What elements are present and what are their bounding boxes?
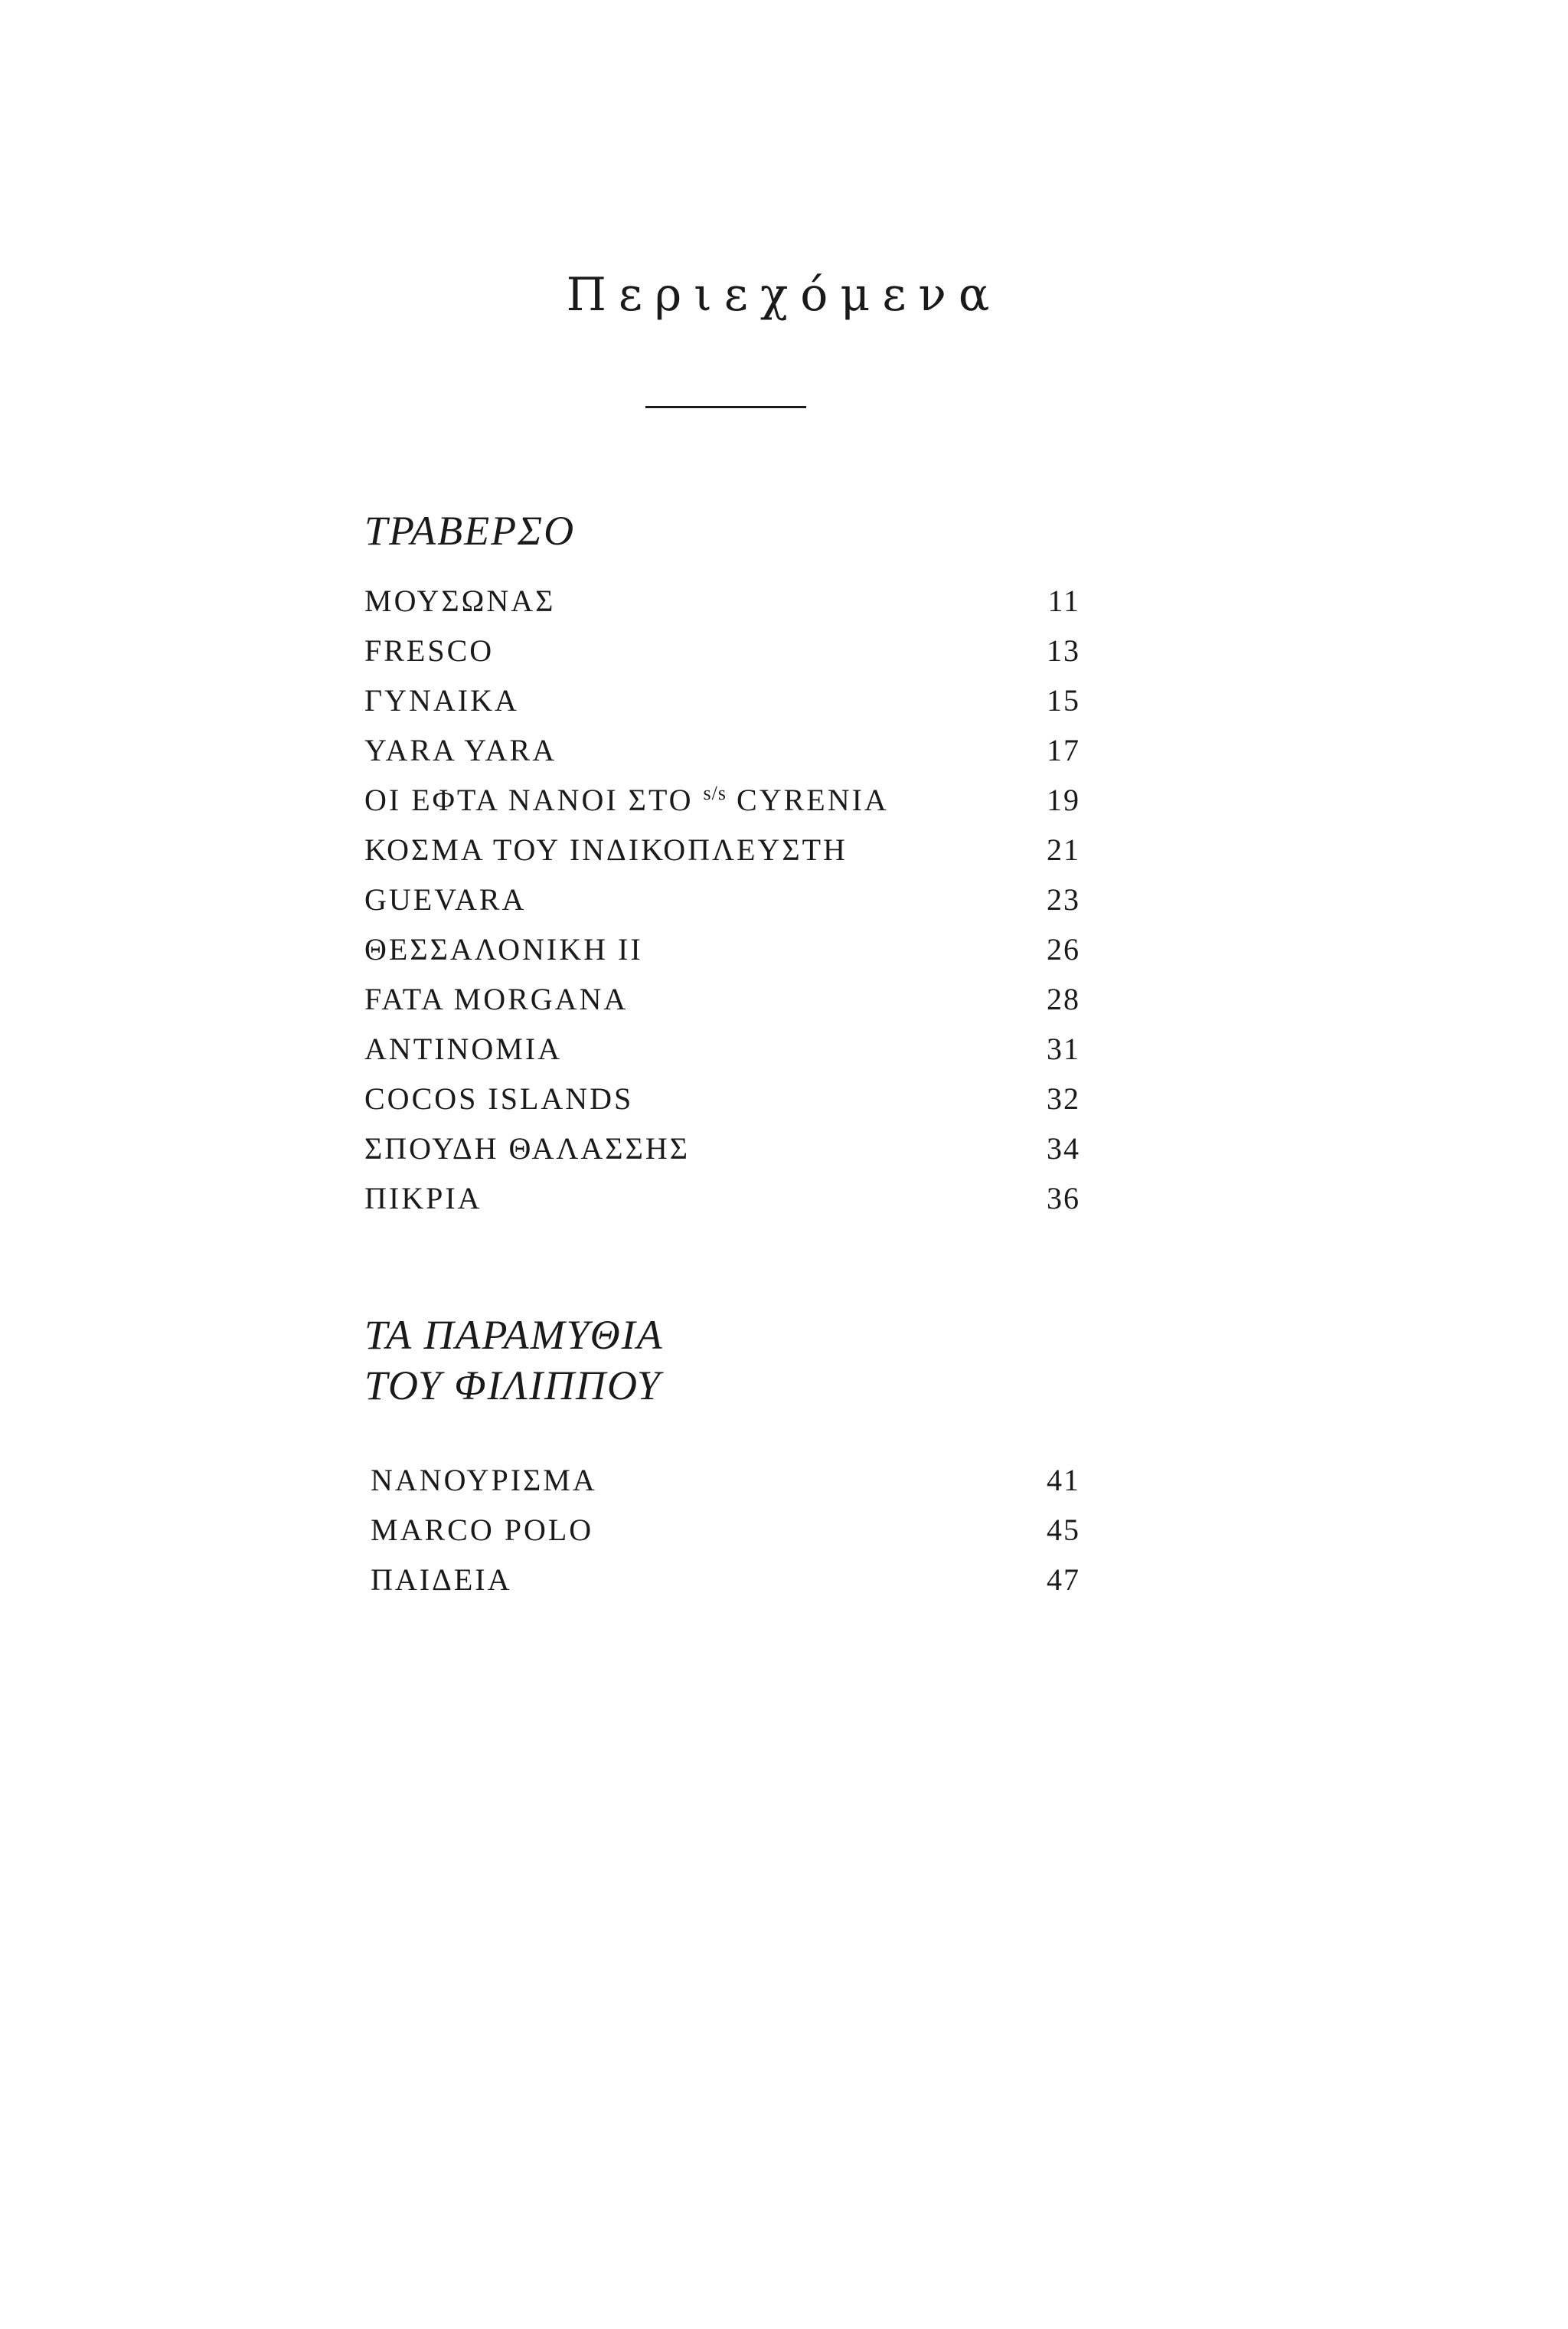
- toc-entry-page: 47: [1047, 1562, 1080, 1597]
- toc-entry-title: ΑΝΤΙΝΟΜΙΑ: [364, 1032, 563, 1066]
- toc-entry-fata-morgana[interactable]: [364, 974, 1080, 1024]
- toc-list-traverso: [364, 576, 1080, 1223]
- title-divider: [645, 406, 806, 408]
- toc-entry-title: ΠΑΙΔΕΙΑ: [371, 1562, 512, 1597]
- toc-entry-yara-yara[interactable]: [364, 725, 1080, 775]
- toc-entry-title: ΘΕΣΣΑΛΟΝΙΚΗ ΙΙ: [364, 932, 643, 967]
- toc-entry-page: 36: [1047, 1181, 1080, 1215]
- toc-entry-title: ΝΑΝΟΥΡΙΣΜΑ: [371, 1463, 597, 1497]
- toc-entry-gynaika[interactable]: [364, 675, 1080, 725]
- toc-entry-title: ΚΟΣΜΑ ΤΟΥ ΙΝΔΙΚΟΠΛΕΥΣΤΗ: [364, 832, 848, 867]
- ship-prefix-superscript: s/s: [703, 782, 727, 804]
- toc-entry-page: 41: [1047, 1463, 1080, 1497]
- toc-entry-page: 34: [1047, 1131, 1080, 1166]
- toc-entry-title: GUEVARA: [364, 882, 527, 917]
- toc-entry-page: 17: [1047, 733, 1080, 767]
- toc-entry-marco-polo[interactable]: [371, 1505, 1080, 1555]
- toc-entry-efta-nanoi[interactable]: [364, 775, 1080, 825]
- page-title: Περιεχόμενα: [566, 268, 1002, 322]
- toc-entry-page: 45: [1047, 1513, 1080, 1547]
- section-heading-line: ΤΑ ΠΑΡΑΜΥΘΙΑ: [364, 1312, 664, 1358]
- toc-entry-title-part: CYRENIA: [727, 783, 889, 817]
- toc-entry-page: 28: [1047, 982, 1080, 1016]
- toc-entry-title: ΠΙΚΡΙΑ: [364, 1181, 482, 1215]
- toc-entry-antinomia[interactable]: [364, 1024, 1080, 1074]
- toc-entry-cocos-islands[interactable]: [364, 1074, 1080, 1124]
- section-heading-line: ΤΟΥ ΦΙΛΙΠΠΟΥ: [364, 1362, 662, 1408]
- toc-entry-kosma[interactable]: [364, 825, 1080, 875]
- toc-entry-page: 11: [1047, 584, 1080, 618]
- toc-entry-title: FRESCO: [364, 633, 495, 668]
- toc-entry-spoudi-thalassis[interactable]: [364, 1124, 1080, 1173]
- toc-entry-title: COCOS ISLANDS: [364, 1081, 634, 1116]
- toc-entry-title: MARCO POLO: [371, 1513, 594, 1547]
- toc-entry-nanourisma[interactable]: [371, 1455, 1080, 1505]
- toc-entry-page: 32: [1047, 1081, 1080, 1116]
- toc-entry-page: 31: [1047, 1032, 1080, 1066]
- toc-entry-fresco[interactable]: [364, 626, 1080, 675]
- toc-entry-page: 26: [1047, 932, 1080, 967]
- toc-entry-title: FATA MORGANA: [364, 982, 629, 1016]
- toc-entry-page: 23: [1047, 882, 1080, 917]
- toc-entry-title-part: ΟΙ ΕΦΤΑ ΝΑΝΟΙ ΣΤΟ: [364, 783, 704, 817]
- toc-entry-page: 19: [1047, 783, 1080, 817]
- toc-entry-title: ΣΠΟΥΔΗ ΘΑΛΑΣΣΗΣ: [364, 1131, 691, 1166]
- section-heading-line: ΤΡΑΒΕΡΣΟ: [364, 508, 576, 554]
- toc-entry-mousonas[interactable]: [364, 576, 1080, 626]
- toc-entry-page: 21: [1047, 832, 1080, 867]
- toc-list-paramythia: [371, 1455, 1080, 1604]
- toc-entry-paideia[interactable]: [371, 1555, 1080, 1604]
- toc-entry-thessaloniki[interactable]: [364, 924, 1080, 974]
- toc-entry-title: ΓΥΝΑΙΚΑ: [364, 683, 519, 718]
- toc-entry-title: ΜΟΥΣΩΝΑΣ: [364, 584, 556, 618]
- toc-entry-title: [364, 775, 889, 829]
- toc-entry-guevara[interactable]: [364, 875, 1080, 924]
- toc-entry-pikria[interactable]: [364, 1173, 1080, 1223]
- toc-entry-page: 13: [1047, 633, 1080, 668]
- section-heading-paramythia: [364, 1310, 664, 1411]
- section-heading-traverso: [364, 505, 575, 556]
- toc-entry-title: YARA YARA: [364, 733, 557, 767]
- toc-entry-page: 15: [1047, 683, 1080, 718]
